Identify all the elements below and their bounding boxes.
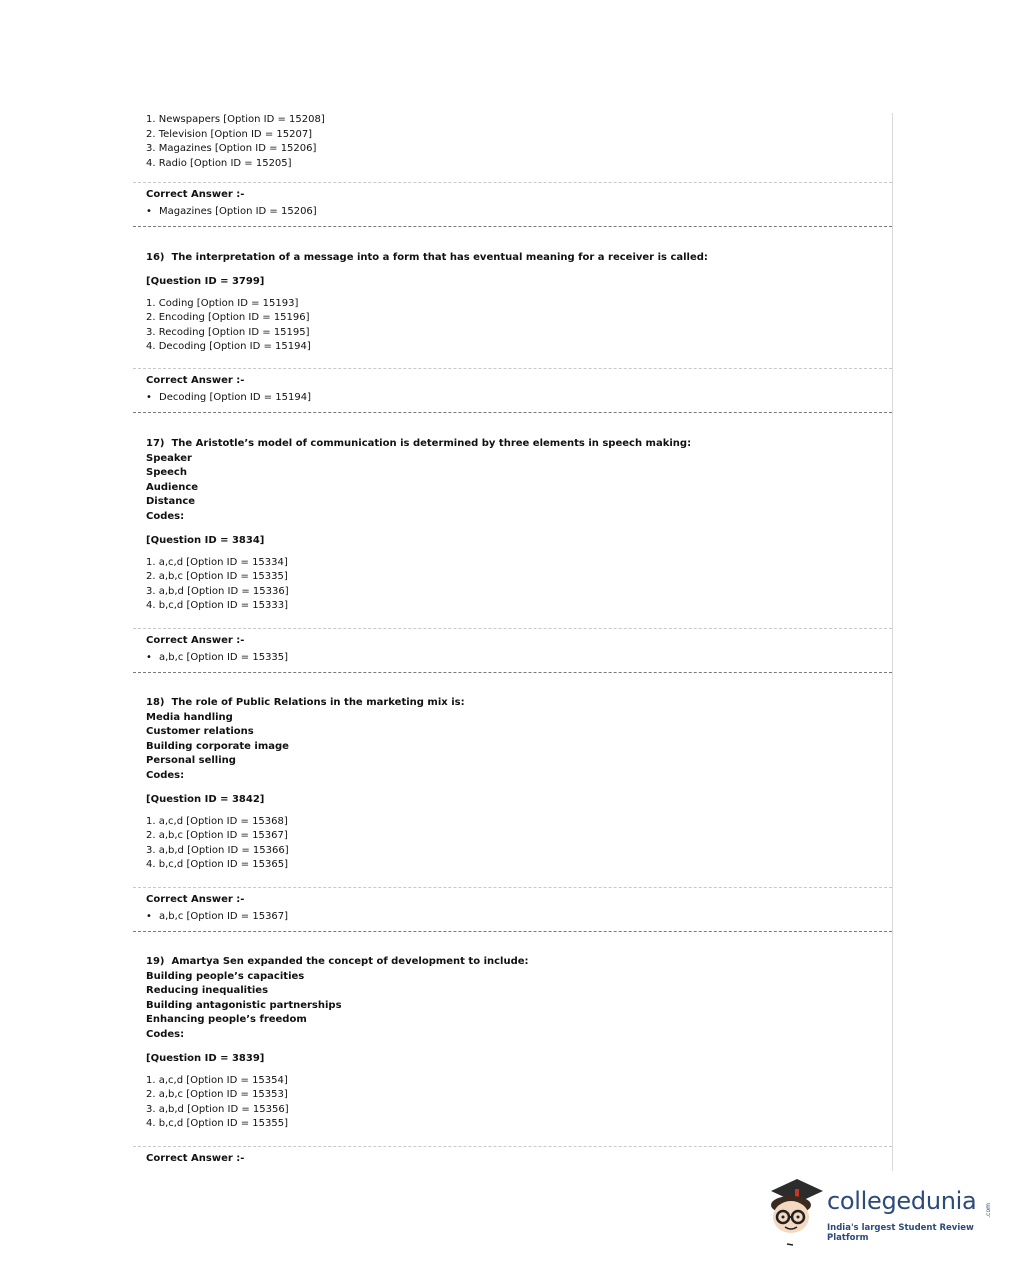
question-item: Speaker bbox=[146, 452, 192, 464]
logo-domain: .com bbox=[985, 1203, 992, 1218]
options-list bbox=[133, 113, 892, 183]
question-id: [Question ID = 3834] bbox=[146, 534, 265, 546]
question-18 bbox=[133, 673, 892, 888]
options-list bbox=[133, 556, 892, 614]
answer-section bbox=[133, 888, 892, 932]
options-list bbox=[133, 815, 892, 873]
option-item: 4. Decoding [Option ID = 15194] bbox=[146, 341, 311, 353]
options-list bbox=[133, 297, 892, 355]
question-item: Audience bbox=[146, 481, 199, 493]
option-item: 4. Radio [Option ID = 15205] bbox=[146, 157, 292, 169]
question-item: Media handling bbox=[146, 711, 233, 723]
answer-section bbox=[133, 183, 892, 227]
answer-item: • a,b,c [Option ID = 15335] bbox=[146, 651, 289, 663]
answer-label: Correct Answer :- bbox=[146, 1153, 245, 1164]
question-text: 17) The Aristotle’s model of communication is determined by three elements in speech making: bbox=[146, 438, 692, 449]
question-item: Customer relations bbox=[146, 726, 254, 738]
option-item: 2. Encoding [Option ID = 15196] bbox=[146, 312, 310, 324]
question-text: 18) The role of Public Relations in the marketing mix is: bbox=[146, 697, 465, 708]
option-item: 1. a,c,d [Option ID = 15354] bbox=[146, 1074, 288, 1086]
logo-tagline: India's largest Student Review Platform bbox=[827, 1223, 974, 1243]
question-item: Reducing inequalities bbox=[146, 985, 269, 997]
question-item: Enhancing people’s freedom bbox=[146, 1014, 307, 1026]
question-text: 19) Amartya Sen expanded the concept of development to include: bbox=[146, 956, 529, 967]
question-item: Building people’s capacities bbox=[146, 970, 305, 982]
option-item: 2. a,b,c [Option ID = 15367] bbox=[146, 830, 288, 842]
answer-label: Correct Answer :- bbox=[146, 375, 245, 386]
collegedunia-logo bbox=[765, 1175, 995, 1250]
option-item: 3. a,b,d [Option ID = 15336] bbox=[146, 585, 289, 597]
option-item: 3. Magazines [Option ID = 15206] bbox=[146, 143, 317, 155]
question-16 bbox=[133, 227, 892, 369]
question-item: Building antagonistic partnerships bbox=[146, 999, 342, 1011]
logo-wordmark: collegedunia bbox=[827, 1187, 977, 1215]
options-list bbox=[133, 1074, 892, 1132]
option-item: 4. b,c,d [Option ID = 15333] bbox=[146, 600, 289, 612]
question-item: Codes: bbox=[146, 1028, 185, 1040]
option-item: 3. Recoding [Option ID = 15195] bbox=[146, 326, 310, 338]
option-item: 3. a,b,d [Option ID = 15356] bbox=[146, 1103, 289, 1115]
question-paper bbox=[133, 113, 893, 1171]
answer-section bbox=[133, 1147, 892, 1171]
answer-section bbox=[133, 629, 892, 673]
question-19 bbox=[133, 932, 892, 1147]
answer-item: • Magazines [Option ID = 15206] bbox=[146, 205, 317, 217]
question-id: [Question ID = 3839] bbox=[146, 1052, 265, 1064]
answer-item: • a,b,c [Option ID = 15367] bbox=[146, 910, 289, 922]
question-id: [Question ID = 3799] bbox=[146, 275, 265, 287]
option-item: 1. Coding [Option ID = 15193] bbox=[146, 297, 299, 309]
option-item: 3. a,b,d [Option ID = 15366] bbox=[146, 844, 289, 856]
answer-label: Correct Answer :- bbox=[146, 894, 245, 905]
option-item: 1. Newspapers [Option ID = 15208] bbox=[146, 114, 325, 125]
option-item: 2. Television [Option ID = 15207] bbox=[146, 128, 313, 140]
option-item: 4. b,c,d [Option ID = 15355] bbox=[146, 1118, 289, 1130]
option-item: 1. a,c,d [Option ID = 15334] bbox=[146, 556, 288, 568]
option-item: 2. a,b,c [Option ID = 15353] bbox=[146, 1089, 288, 1101]
option-item: 4. b,c,d [Option ID = 15365] bbox=[146, 859, 289, 871]
answer-item: • Decoding [Option ID = 15194] bbox=[146, 391, 312, 403]
answer-label: Correct Answer :- bbox=[146, 189, 245, 200]
question-item: Speech bbox=[146, 467, 187, 479]
question-item: Codes: bbox=[146, 769, 185, 781]
question-item: Codes: bbox=[146, 510, 185, 522]
option-item: 2. a,b,c [Option ID = 15335] bbox=[146, 571, 288, 583]
question-id: [Question ID = 3842] bbox=[146, 793, 265, 805]
question-text: 16) The interpretation of a message into a form that has eventual meaning for a receiver is called: bbox=[146, 252, 708, 263]
answer-label: Correct Answer :- bbox=[146, 635, 245, 646]
question-17 bbox=[133, 413, 892, 629]
answer-section bbox=[133, 369, 892, 413]
mascot-icon bbox=[765, 1175, 827, 1247]
question-item: Building corporate image bbox=[146, 740, 289, 752]
option-item: 1. a,c,d [Option ID = 15368] bbox=[146, 815, 288, 827]
question-item: Distance bbox=[146, 496, 196, 508]
question-item: Personal selling bbox=[146, 755, 236, 767]
